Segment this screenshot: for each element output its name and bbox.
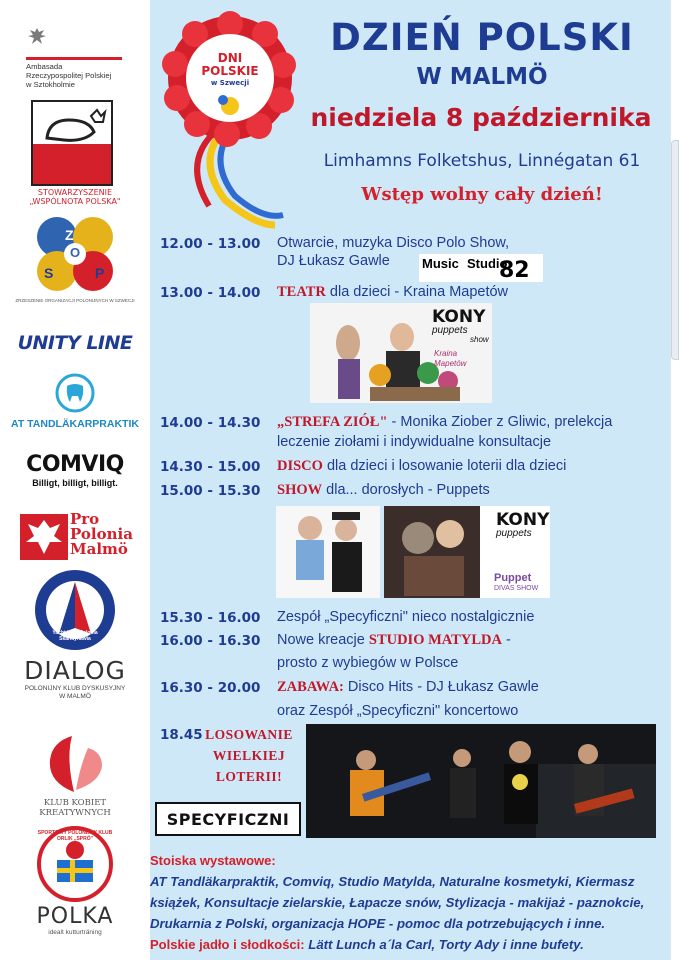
schedule-time-4: 14.30 - 15.00 [160, 459, 261, 475]
tandlakarpraktik-text: AT TANDLÄKARPRAKTIK [11, 418, 139, 430]
puppet-divas-word2: DIVAS SHOW [494, 585, 539, 592]
zops-letter-p: P [95, 265, 105, 281]
pro-polonia-line3: Malmö [70, 540, 128, 558]
event-date: niedziela 8 października [310, 103, 652, 132]
kony-logo-text: KONY [432, 307, 486, 327]
free-entry-note: Wstęp wolny cały dzień! [361, 184, 603, 205]
schedule-desc-1-line1: Otwarcie, muzyka Disco Polo Show, [277, 235, 510, 251]
zops-letter-z: Z [65, 227, 74, 243]
schedule-desc-8-line1 [277, 679, 539, 696]
stowarzyszenie-line1: STOWARZYSZENIE [37, 188, 113, 197]
embassy-line3: w Sztokholmie [26, 80, 75, 89]
embassy-line1: Ambasada [26, 62, 63, 71]
event-venue: Limhamns Folketshus, Linnégatan 61 [323, 151, 641, 171]
exhibitors-label: Stoiska wystawowe: [150, 853, 276, 868]
zops-letter-o: O [70, 245, 81, 260]
butterfly-icon [44, 732, 106, 796]
exhibitors-text: AT Tandläkarpraktik, Comviq, Studio Matylda, Naturalne kosmetyki, Kiermasz książek, Konsultacje zielarskie, Łapacze snów, Stylizacja - makijaż - paznokcie, Drukarnia z Polski, organizacja HOPE - pomoc dla potrzebujących i inne. [150, 874, 645, 931]
kraina-mapetow-photo [310, 303, 492, 403]
lottery-line3: LOTERII! [215, 769, 283, 784]
schedule-desc-3-line2: leczenie ziołami i indywidualne konsultacje [277, 434, 552, 450]
music-studio-82-logo [419, 254, 543, 282]
schedule-desc-8-rest: Disco Hits - DJ Łukasz Gawle [343, 679, 539, 695]
schedule-desc-7-line1 [277, 632, 511, 649]
unity-line-logo [0, 332, 150, 354]
dialog-caption2: W MALMÖ [59, 693, 91, 700]
lottery-line2: WIELKIEJ [212, 748, 286, 763]
lottery-title [194, 724, 304, 787]
schedule-desc-1-line2: DJ Łukasz Gawle [277, 253, 390, 269]
polka-text: POLKA [36, 904, 114, 929]
food-text: Lätt Lunch a´la Carl, Torty Ady i inne bufety. [304, 937, 584, 952]
schedule-desc-3-rest: - Monika Ziober z Gliwic, prelekcja [387, 414, 613, 430]
stowarzyszenie-line2: „WSPÓLNOTA POLSKA" [29, 197, 121, 206]
schedule-desc-2 [277, 284, 508, 301]
concert-image-icon [306, 724, 656, 838]
unity-line-text: UNITY LINE [17, 332, 133, 354]
comviq-logo [0, 452, 150, 488]
schedule-desc-7-rest: - [501, 632, 511, 648]
schedule-desc-7-highlight: STUDIO MATYLDA [368, 632, 502, 648]
schedule-desc-5-highlight: SHOW [277, 482, 323, 498]
schedule-desc-2-highlight: TEATR [277, 284, 326, 300]
puppets-show-photo [276, 506, 380, 598]
klub-kobiet-line2: KREATYWNYCH [39, 808, 111, 818]
stork-icon [39, 108, 109, 148]
polka-logo [0, 904, 150, 936]
kraina-mapetow-text: Kraina Mapetów [434, 349, 467, 368]
dni-polskie-badge [155, 10, 305, 235]
schedule-time-5: 15.00 - 15.30 [160, 483, 261, 499]
page-subtitle: W MALMÖ [416, 64, 548, 90]
schedule-time-7: 16.00 - 16.30 [160, 633, 261, 649]
comviq-text: COMVIQ [26, 452, 124, 477]
schedule-desc-2-rest: dla dzieci - Kraina Mapetów [325, 284, 509, 300]
schedule-desc-5 [277, 482, 490, 499]
schedule-desc-8-highlight: ZABAWA: [277, 679, 344, 695]
music-studio-word1: Music [422, 256, 459, 271]
music-studio-number: 82 [499, 258, 530, 283]
exhibitors-section [150, 850, 670, 955]
puppet-divas-word1: Puppet [494, 572, 532, 584]
polka-tagline: idealt kutturträning [48, 929, 102, 936]
food-line [150, 934, 670, 955]
schedule-time-6: 15.30 - 16.00 [160, 610, 261, 626]
eagle-red-icon [20, 514, 68, 560]
dialog-caption1: POLONIJNY KLUB DYSKUSYJNY [24, 685, 126, 692]
dialog-text: DIALOG [24, 656, 126, 685]
schedule-desc-7-pre: Nowe kreacje [277, 632, 369, 648]
schedule-time-2: 13.00 - 14.00 [160, 285, 261, 301]
puppeteer-image-icon [276, 506, 380, 598]
dialog-logo [0, 656, 150, 701]
comviq-tagline: Billigt, billigt, billigt. [32, 478, 118, 488]
yacht-klub-caption: Yacht Klub Polonia Skandynawia [52, 630, 98, 642]
klub-kobiet-line1: KLUB KOBIET [43, 798, 107, 808]
zops-letter-s: S [44, 265, 54, 281]
klub-orlik-caption: SPORTOWY POLONIJNY KLUB ORLIK „SPRÖ" [37, 830, 113, 842]
puppet-divas-photo [384, 506, 550, 598]
embassy-line2: Rzeczypospolitej Polskiej [26, 71, 112, 80]
schedule-desc-6: Zespół „Specyficzni" nieco nostalgicznie [277, 609, 535, 625]
lottery-time: 18.45 [160, 727, 203, 743]
badge-line3: w Szwecji [210, 79, 250, 87]
eagle-emblem-icon [26, 26, 48, 48]
lottery-line1: LOSOWANIE [205, 727, 293, 742]
kony-logo-text-2: KONY [496, 510, 550, 530]
sponsor-column [0, 0, 150, 960]
schedule-desc-3-line1 [277, 414, 612, 431]
kony-sub-text-2: puppets [496, 528, 532, 539]
kony-show-text: show [470, 335, 489, 344]
band-concert-photo [306, 724, 656, 838]
badge-line2: POLSKIE [201, 64, 259, 78]
schedule-desc-4 [277, 458, 566, 475]
food-label: Polskie jadło i słodkości: [150, 937, 305, 952]
rosette-icon [155, 10, 305, 235]
schedule-time-1: 12.00 - 13.00 [160, 236, 261, 252]
schedule-time-3: 14.00 - 14.30 [160, 415, 261, 431]
tooth-icon [50, 372, 100, 414]
pro-polonia-line1: Pro [70, 510, 100, 528]
schedule-desc-4-highlight: DISCO [277, 458, 323, 474]
pro-polonia-line2: Polonia [70, 525, 133, 543]
schedule-desc-5-rest: dla... dorosłych - Puppets [322, 482, 490, 498]
specyficzni-logo-text: SPECYFICZNI [166, 810, 290, 829]
zops-caption: ZRZESZENIE ORGANIZACJI POLONIJNYCH W SZWECJI [15, 298, 135, 303]
badge-line1: DNI [217, 51, 243, 65]
music-studio-word2: Studio [467, 256, 508, 271]
schedule-desc-4-rest: dla dzieci i losowanie loterii dla dzieci [322, 458, 567, 474]
schedule-time-8: 16.30 - 20.00 [160, 680, 261, 696]
kony-sub-text: puppets [432, 325, 468, 336]
page-title: DZIEŃ POLSKI [330, 16, 634, 59]
specyficzni-logo [155, 802, 301, 836]
schedule-desc-7-line2: prosto z wybiegów w Polsce [277, 655, 459, 671]
schedule-desc-3-highlight: „STREFA ZIÓŁ" [277, 414, 388, 430]
scrollbar-thumb[interactable] [671, 140, 679, 360]
schedule-desc-8-line2: oraz Zespół „Specyficzni" koncertowo [277, 703, 519, 719]
